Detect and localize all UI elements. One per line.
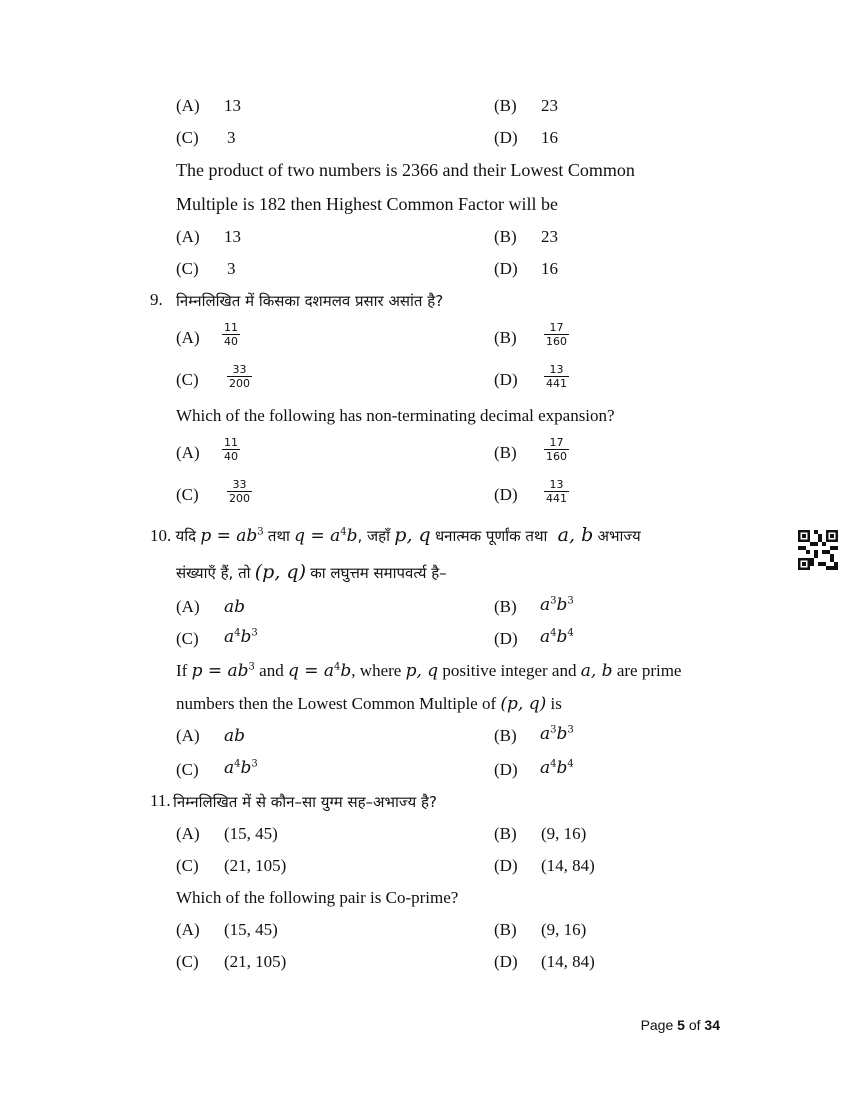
question-line <box>150 524 641 546</box>
opt-label-a: (A) <box>176 597 200 616</box>
text: positive integer and <box>442 661 577 680</box>
math-expr: $q = a^4b$ <box>294 526 358 546</box>
question-text: The product of two numbers is 2366 and their Lowest Common <box>176 160 635 180</box>
math-expr: a, b <box>580 661 613 681</box>
opt-value-c: (21, 105) <box>224 856 287 875</box>
opt-value-a: (15, 45) <box>224 920 278 939</box>
opt-label-c: (C) <box>176 760 199 779</box>
opt-label-d: (D) <box>494 952 518 971</box>
opt-label-c: (C) <box>176 128 199 147</box>
page-label: Page <box>640 1017 674 1033</box>
opt-label-c: (C) <box>176 952 199 971</box>
opt-value-d: (14, 84) <box>541 856 595 875</box>
opt-label-c: (C) <box>176 856 199 875</box>
math-expr: a, b <box>557 524 594 546</box>
qr-code-icon <box>798 530 838 570</box>
question-number: 10. <box>150 526 172 545</box>
page-indicator <box>641 1017 720 1033</box>
opt-label-c: (C) <box>176 259 199 278</box>
opt-label-a: (A) <box>176 96 200 115</box>
question-text-hindi: निम्नलिखित में किसका दशमलव प्रसार असांत है? <box>176 292 444 310</box>
fraction: $\frac{13}{441}$ <box>546 363 567 390</box>
opt-value-c: $a^4b^3$ <box>224 627 258 647</box>
text: numbers then the Lowest Common Multiple of <box>176 694 497 713</box>
opt-value-d: $a^4b^4$ <box>540 758 574 778</box>
opt-value-b: (9, 16) <box>541 920 587 939</box>
math-expr: $q = a^4b$ <box>287 661 352 681</box>
opt-label-d: (D) <box>494 259 518 278</box>
opt-value-d: 16 <box>541 128 558 147</box>
question-number: 9. <box>150 290 163 309</box>
math-expr: (p, q) <box>254 561 306 583</box>
opt-label-a: (A) <box>176 443 200 462</box>
fraction: $\frac{13}{441}$ <box>546 478 567 505</box>
opt-value-c: 3 <box>227 259 236 278</box>
opt-value-d: 16 <box>541 259 558 278</box>
text: are prime <box>616 661 682 680</box>
opt-value-c: (21, 105) <box>224 952 287 971</box>
opt-value-a: ab <box>224 726 246 746</box>
question-text-hindi: निम्नलिखित में से कौन–सा युग्म सह–अभाज्य है? <box>173 793 437 811</box>
opt-label-c: (C) <box>176 485 199 504</box>
opt-value-b: $a^3b^3$ <box>540 724 574 744</box>
opt-value-c: 3 <box>227 128 236 147</box>
opt-label-a: (A) <box>176 726 200 745</box>
opt-value-a: 13 <box>224 96 241 115</box>
hindi-text: , जहाँ <box>357 527 391 545</box>
opt-value-b: 23 <box>541 227 558 246</box>
opt-label-a: (A) <box>176 824 200 843</box>
text: and <box>259 661 284 680</box>
text: If <box>176 661 188 680</box>
question-text: Which of the following pair is Co-prime? <box>176 888 459 907</box>
opt-label-b: (B) <box>494 726 517 745</box>
hindi-text: यदि <box>175 527 197 545</box>
text: , where <box>351 661 402 680</box>
opt-value-b: $a^3b^3$ <box>540 595 574 615</box>
question-line <box>176 694 562 714</box>
fraction: $\frac{11}{40}$ <box>224 436 238 463</box>
math-expr: p, q <box>394 524 431 546</box>
opt-label-b: (B) <box>494 443 517 462</box>
opt-label-b: (B) <box>494 597 517 616</box>
opt-label-b: (B) <box>494 824 517 843</box>
opt-value-a: 13 <box>224 227 241 246</box>
math-expr: $p = ab^3$ <box>191 661 255 681</box>
opt-value-a: (15, 45) <box>224 824 278 843</box>
opt-label-a: (A) <box>176 328 200 347</box>
opt-value-b: 23 <box>541 96 558 115</box>
page-current: 5 <box>677 1017 685 1033</box>
text: is <box>550 694 562 713</box>
hindi-text: संख्याएँ हैं, तो <box>176 564 251 582</box>
math-expr: $p = ab^3$ <box>200 526 264 546</box>
opt-value-c: $a^4b^3$ <box>224 758 258 778</box>
hindi-text: का लघुत्तम समापवर्त्य है– <box>310 564 447 582</box>
math-expr: p, q <box>405 661 439 681</box>
opt-label-a: (A) <box>176 227 200 246</box>
opt-label-a: (A) <box>176 920 200 939</box>
question-text: Which of the following has non-terminating decimal expansion? <box>176 406 615 425</box>
question-number: 11. <box>150 791 171 810</box>
opt-value-d: (14, 84) <box>541 952 595 971</box>
hindi-text: अभाज्य <box>597 527 641 545</box>
hindi-text: तथा <box>267 527 290 545</box>
math-expr: (p, q) <box>500 694 547 714</box>
opt-label-b: (B) <box>494 96 517 115</box>
opt-label-d: (D) <box>494 485 518 504</box>
opt-label-b: (B) <box>494 920 517 939</box>
opt-label-b: (B) <box>494 227 517 246</box>
opt-label-b: (B) <box>494 328 517 347</box>
question-text: Multiple is 182 then Highest Common Factor will be <box>176 194 558 214</box>
fraction: $\frac{33}{200}$ <box>229 363 250 390</box>
question-line <box>176 561 447 583</box>
opt-label-d: (D) <box>494 760 518 779</box>
fraction: $\frac{33}{200}$ <box>229 478 250 505</box>
opt-value-a: ab <box>224 597 246 617</box>
opt-value-b: (9, 16) <box>541 824 587 843</box>
opt-label-d: (D) <box>494 128 518 147</box>
page-total: 34 <box>704 1017 720 1033</box>
opt-value-d: $a^4b^4$ <box>540 627 574 647</box>
fraction: $\frac{11}{40}$ <box>224 321 238 348</box>
fraction: $\frac{17}{160}$ <box>546 436 567 463</box>
opt-label-d: (D) <box>494 629 518 648</box>
opt-label-d: (D) <box>494 856 518 875</box>
opt-label-c: (C) <box>176 629 199 648</box>
opt-label-d: (D) <box>494 370 518 389</box>
question-line <box>176 661 681 681</box>
fraction: $\frac{17}{160}$ <box>546 321 567 348</box>
page-of: of <box>688 1017 701 1033</box>
opt-label-c: (C) <box>176 370 199 389</box>
hindi-text: धनात्मक पूर्णांक तथा <box>434 527 548 545</box>
